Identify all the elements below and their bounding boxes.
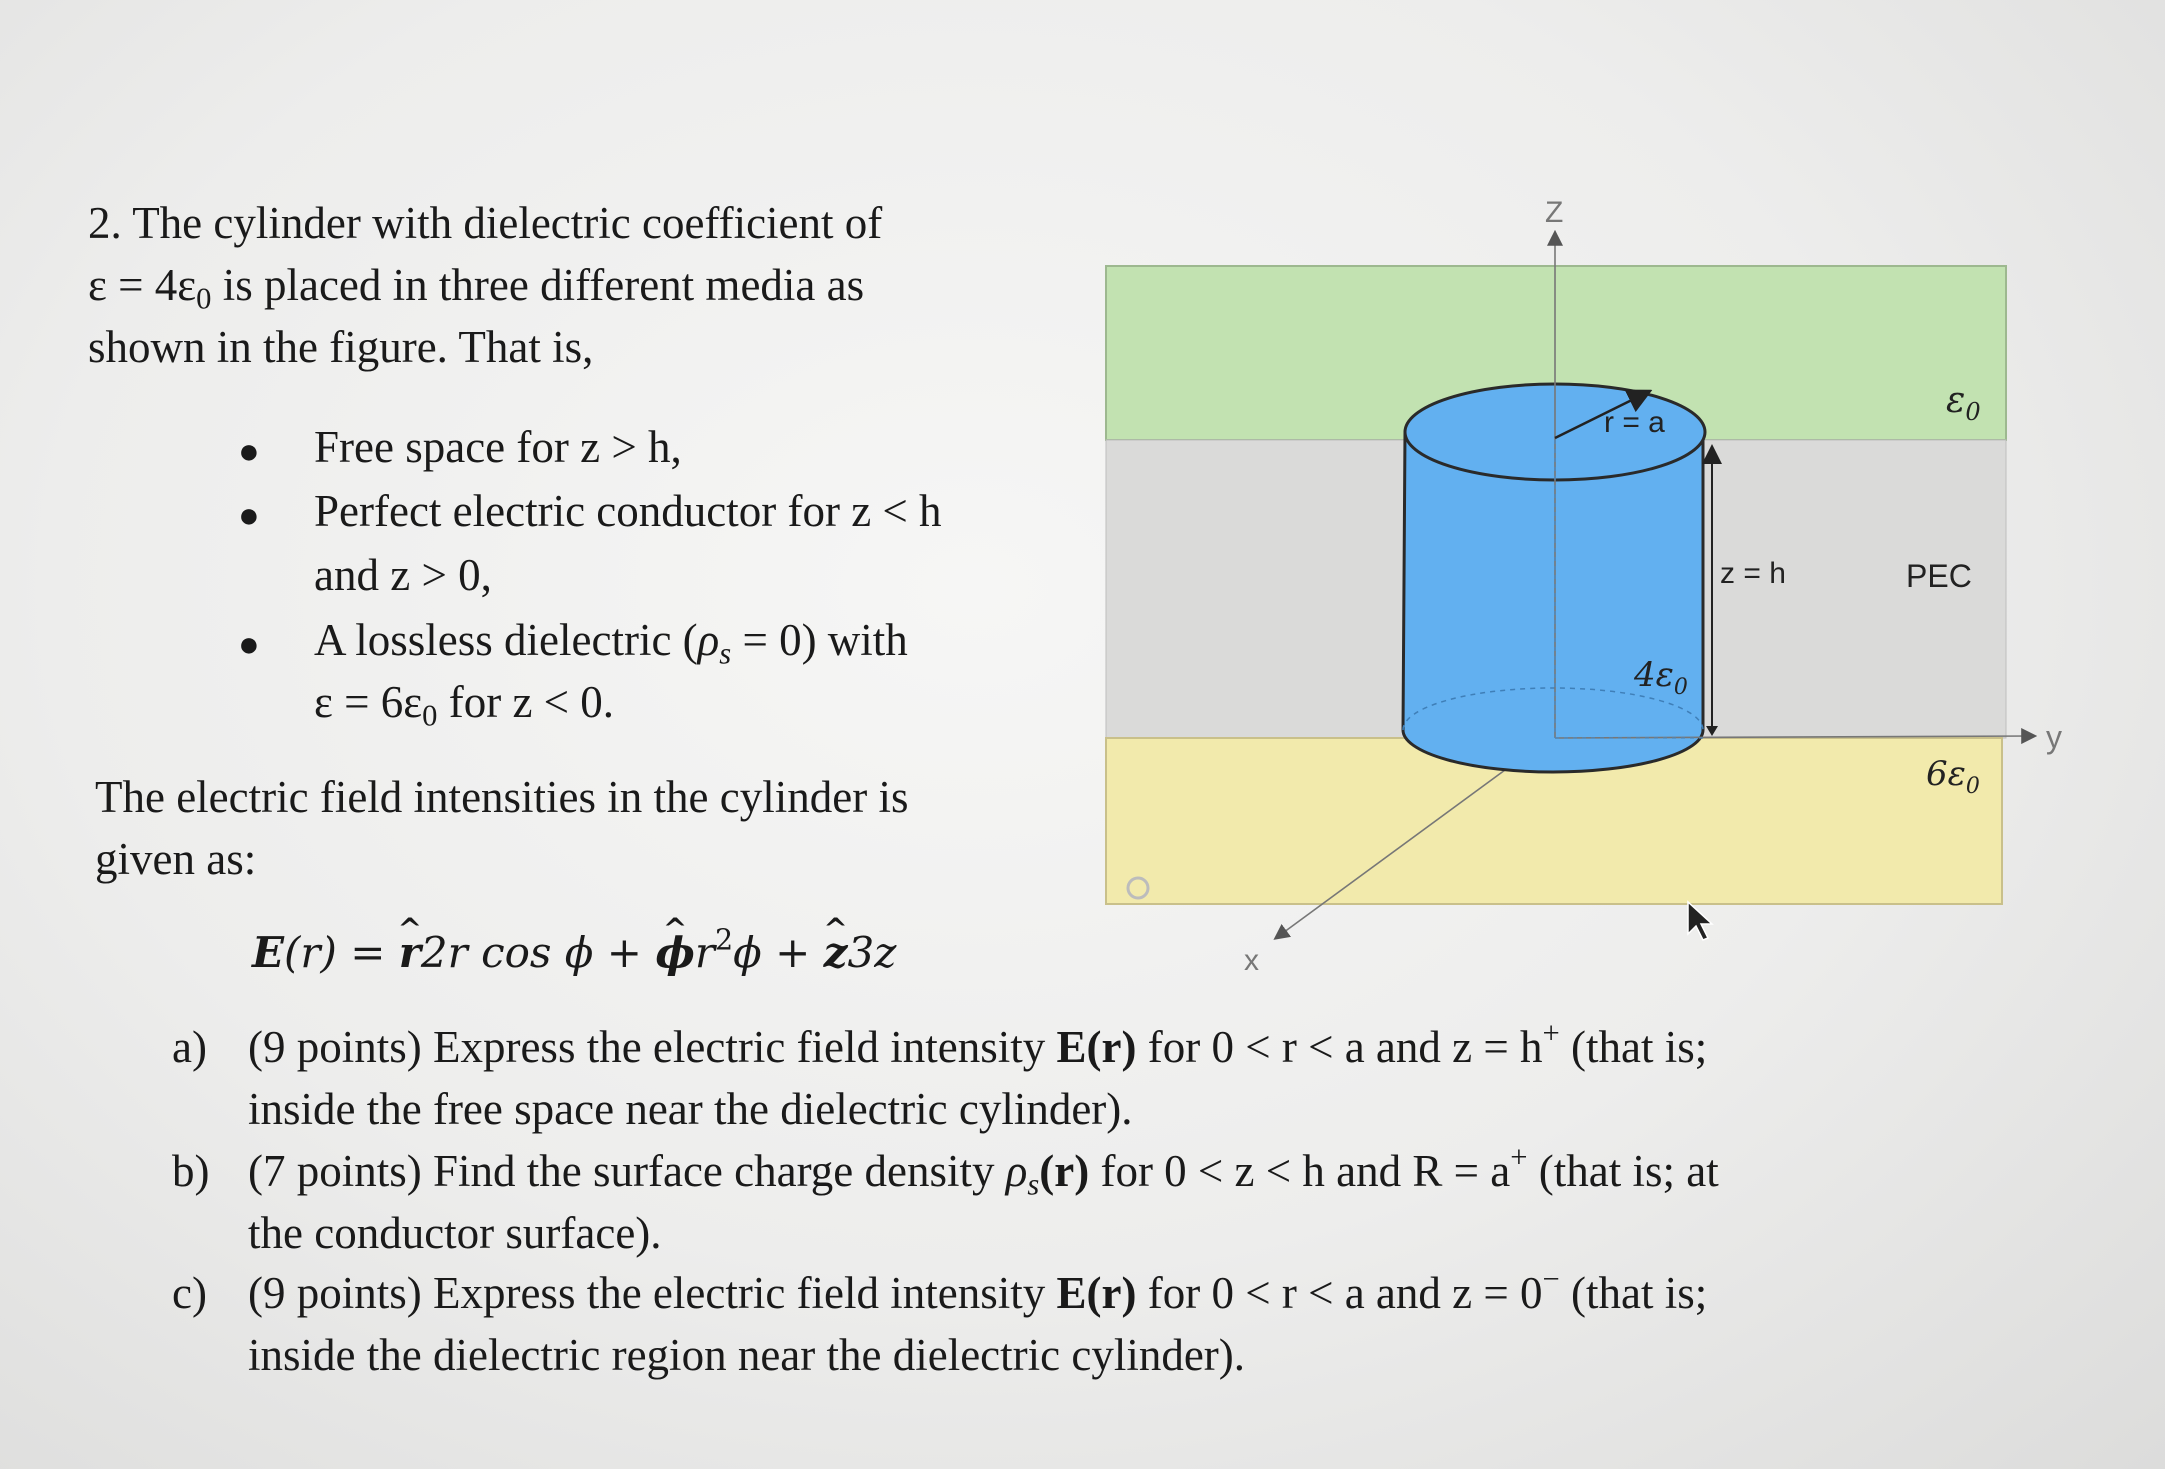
mouse-cursor-icon [1688,902,1712,940]
part-c-line-1: (9 points) Express the electric field intensity E(r) for 0 < r < a and z = 0− (that is; [248,1262,1708,1318]
bullet-dot: ● [238,431,260,471]
bullet-dielectric-line-1: A lossless dielectric $(\rho_s = 0)$ with [314,615,908,671]
part-b-line-2: the conductor surface). [248,1208,662,1258]
cylinder-body [1403,432,1703,772]
bullet-pec-line-2: and z > 0, [314,550,492,600]
problem-intro-line-1: 2. The cylinder with dielectric coefficient of [88,198,883,248]
part-b-line-1: (7 points) Find the surface charge density $\rho_s(r)$ for 0 < z < h and R = a+ (that is; at [248,1140,1719,1202]
field-intro-line-1: The electric field intensities in the cylinder is [95,772,909,822]
x-axis-label: x [1244,944,1259,977]
part-b-letter: b) [172,1146,210,1196]
y-axis-label: y [2046,719,2062,755]
problem-intro-line-2: $\varepsilon = 4\varepsilon_0$ is placed in three different media as [88,260,865,316]
eps-free-label: $\varepsilon_0$ [1946,380,1981,426]
eps-cylinder-label: $4\varepsilon_0$ [1634,655,1688,700]
bullet-dot: ● [238,495,260,535]
bullet-free-space: Free space for z > h, [314,422,682,472]
part-c-line-2: inside the dielectric region near the dielectric cylinder). [248,1330,1246,1380]
z-axis-label: Z [1545,196,1564,229]
eps-dielectric-label: $6\varepsilon_0$ [1926,754,1980,799]
part-a-line-2: inside the free space near the dielectric cylinder). [248,1084,1133,1134]
bullet-dielectric-line-2: $\varepsilon = 6\varepsilon_0$ for z < 0. [314,677,615,733]
radius-label: r = a [1604,406,1665,439]
bullet-pec-line-1: Perfect electric conductor for z < h [314,486,942,536]
part-a-letter: a) [172,1022,207,1072]
problem-intro-line-3: shown in the figure. That is, [88,322,594,372]
cylinder-media-diagram [1090,185,2130,985]
part-c-letter: c) [172,1268,207,1318]
height-label: z = h [1720,557,1786,590]
field-equation: E(r) = r ^2r cos ϕ + ϕ $\^{}r^2\phi + z$ ^3z [252,922,896,984]
epsilon-cylinder-expression: $\varepsilon = 4\varepsilon_0$ [88,260,212,316]
pec-label: PEC [1906,558,1972,594]
bullet-dot: ● [238,624,260,664]
part-a-line-1: (9 points) Express the electric field intensity E(r) for 0 < r < a and z = h+ (that is; [248,1016,1708,1072]
field-intro-line-2: given as: [95,834,257,884]
